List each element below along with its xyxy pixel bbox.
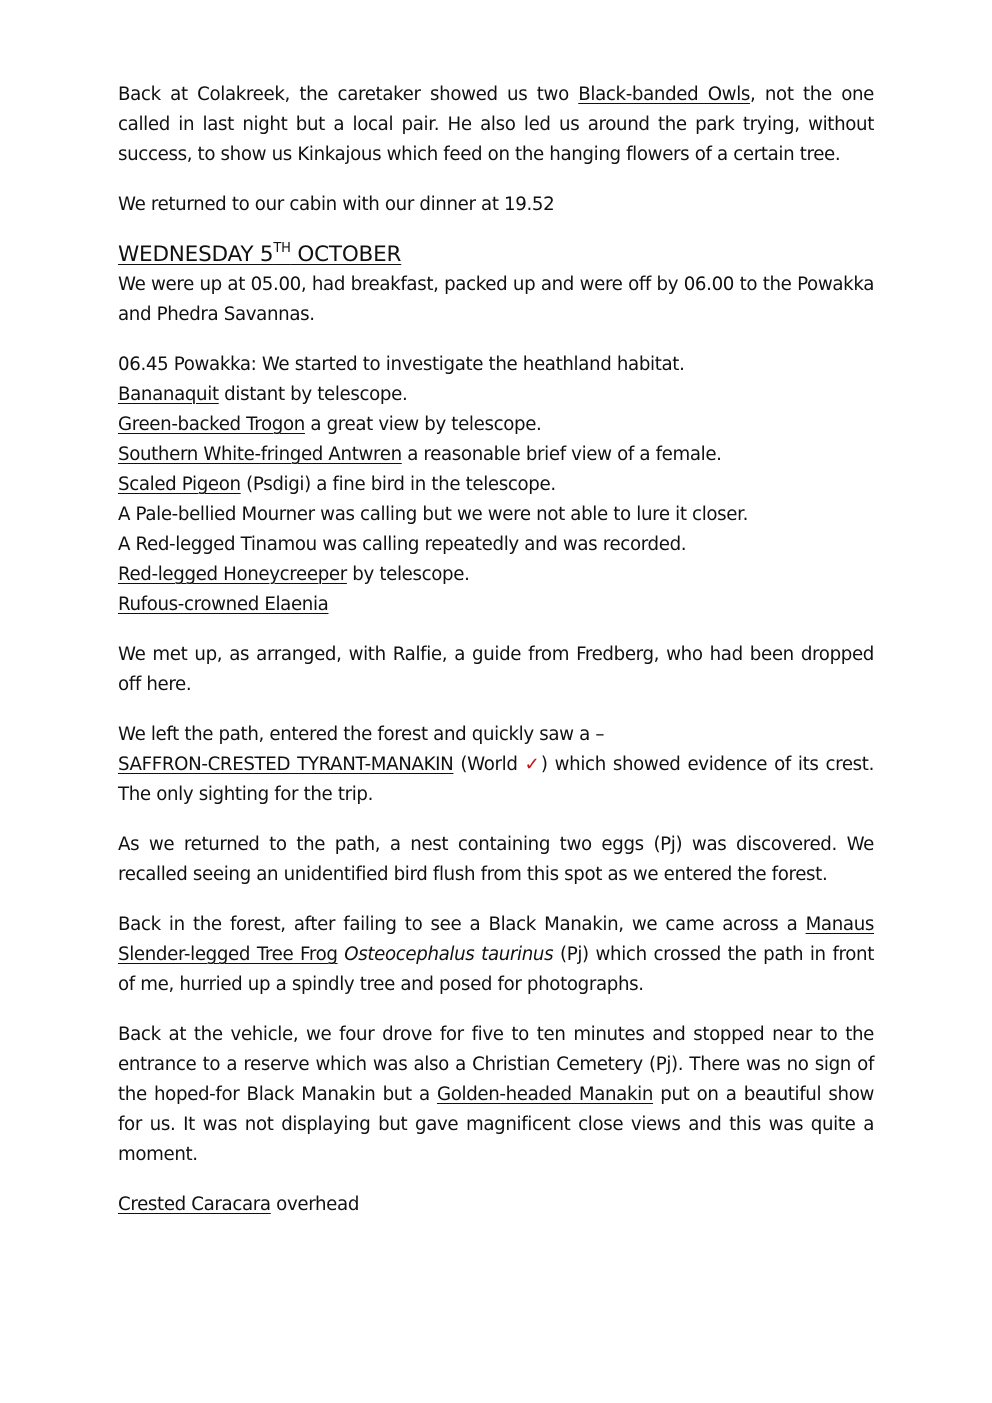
paragraph-early-start: We were up at 05.00, had breakfast, packed up and were off by 06.00 to the Powakka and Phedra Savannas. xyxy=(118,274,874,325)
bird-name: SAFFRON-CRESTED TYRANT-MANAKIN xyxy=(118,754,454,775)
paragraph-dinner: We returned to our cabin with our dinner at 19.52 xyxy=(118,194,555,215)
text-line xyxy=(118,750,874,810)
text: distant by telescope. xyxy=(218,384,408,405)
bird-name: Bananaquit xyxy=(118,384,219,405)
list-item xyxy=(118,560,874,590)
paragraph-ralfie: We met up, as arranged, with Ralfie, a guide from Fredberg, who had been dropped off here. xyxy=(118,644,874,695)
list-intro: 06.45 Powakka: We started to investigate the heathland habitat. xyxy=(118,354,685,375)
paragraph-caracara xyxy=(118,1190,874,1220)
bird-name: Golden-headed Manakin xyxy=(436,1084,654,1105)
day-heading xyxy=(118,240,874,270)
text: a great view by telescope. xyxy=(304,414,542,435)
bird-name: Green-backed Trogon xyxy=(118,414,305,435)
heading-day: WEDNESDAY 5 xyxy=(118,242,274,267)
heading-superscript: TH xyxy=(273,241,291,256)
sightings-list xyxy=(118,350,874,620)
red-tick-icon: ✓ xyxy=(524,754,541,775)
species-latin-name: Osteocephalus taurinus xyxy=(344,944,554,965)
text: (World xyxy=(453,754,525,775)
list-item xyxy=(118,380,874,410)
text: Back at Colakreek, the caretaker showed us two xyxy=(118,84,579,105)
text: by telescope. xyxy=(346,564,470,585)
heading-month: OCTOBER xyxy=(290,242,402,267)
list-item: A Pale-bellied Mourner was calling but we were not able to lure it closer. xyxy=(118,504,749,525)
paragraph-cemetery xyxy=(118,1020,874,1170)
document-page xyxy=(118,80,874,1220)
list-item xyxy=(118,440,874,470)
text: We left the path, entered the forest and quickly saw a – xyxy=(118,724,605,745)
bird-name: Black-banded Owls xyxy=(578,84,751,105)
text: overhead xyxy=(270,1194,360,1215)
paragraph-tyrant-manakin xyxy=(118,720,874,810)
bird-name: Red-legged Honeycreeper xyxy=(118,564,347,585)
list-item xyxy=(118,590,874,620)
text: ) which showed evidence of its crest. The only sighting for the trip. xyxy=(118,754,875,805)
paragraph-tree-frog xyxy=(118,910,874,1000)
text: put on a beautiful show for us. It was not displaying but gave magnificent close views and this was quite a moment. xyxy=(118,1084,875,1165)
paragraph-nest: As we returned to the path, a nest containing two eggs (Pj) was discovered. We recalled seeing an unidentified bird flush from this spot as we entered the forest. xyxy=(118,834,874,885)
list-item xyxy=(118,470,874,500)
bird-name: Southern White-fringed Antwren xyxy=(118,444,402,465)
frog-name: Manaus Slender-legged Tree Frog xyxy=(118,914,874,965)
text: (Psdigi) a fine bird in the telescope. xyxy=(240,474,556,495)
list-item: A Red-legged Tinamou was calling repeatedly and was recorded. xyxy=(118,534,687,555)
text: , not the one called in last night but a local pair. He also led us around the park trying, without success, to show us Kinkajous which feed on the hanging flowers of a certain tree. xyxy=(118,84,874,165)
paragraph-colakreek xyxy=(118,80,874,170)
text: a reasonable brief view of a female. xyxy=(401,444,722,465)
text: Back at the vehicle, we four drove for five to ten minutes and stopped near to the entrance to a reserve which was also a Christian Cemetery (Pj). There was no sign of the hoped-for Black Manakin but a xyxy=(118,1024,874,1105)
bird-name: Crested Caracara xyxy=(118,1194,271,1215)
list-item xyxy=(118,410,874,440)
bird-name: Rufous-crowned Elaenia xyxy=(118,594,329,615)
bird-name: Scaled Pigeon xyxy=(118,474,241,495)
text: (Pj) which crossed the path in front of me, hurried up a spindly tree and posed for photographs. xyxy=(118,944,874,995)
text: Back in the forest, after failing to see a Black Manakin, we came across a xyxy=(118,914,806,935)
